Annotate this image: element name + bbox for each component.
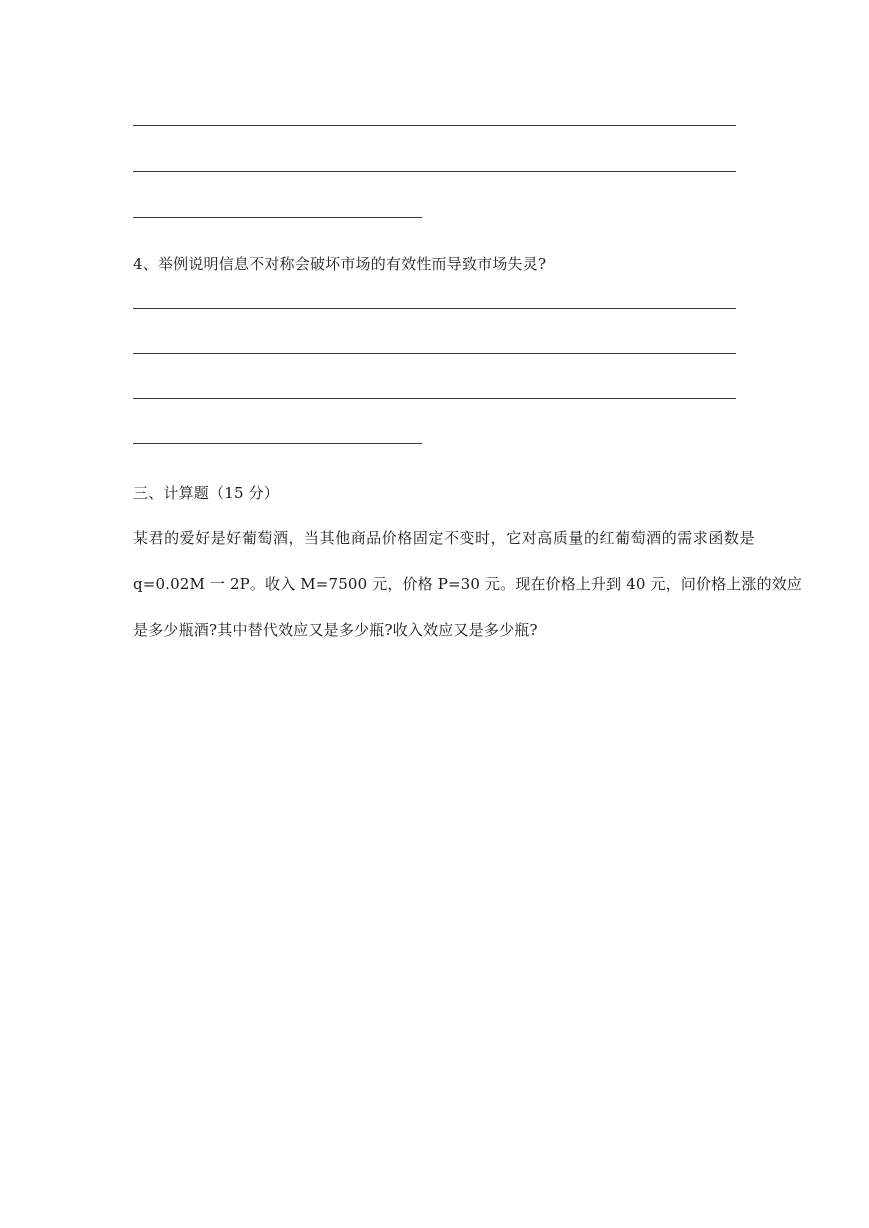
answer-line (133, 398, 736, 399)
problem-line-1: 某君的爱好是好葡萄酒，当其他商品价格固定不变时，它对高质量的红葡萄酒的需求函数是 (133, 529, 756, 547)
problem-line-3: 是多少瓶酒?其中替代效应又是多少瓶?收入效应又是多少瓶? (133, 621, 538, 639)
answer-line (133, 217, 422, 218)
answer-line (133, 171, 736, 172)
answer-line (133, 308, 736, 309)
answer-line (133, 443, 422, 444)
question-4-prompt: 4、举例说明信息不对称会破坏市场的有效性而导致市场失灵? (133, 255, 547, 273)
answer-line (133, 353, 736, 354)
answer-line (133, 125, 736, 126)
problem-line-2: q=0.02M 一 2P。收入 M=7500 元，价格 P=30 元。现在价格上升到 40 元，问价格上涨的效应 (133, 575, 803, 593)
section-3-heading: 三、计算题（15 分） (133, 484, 280, 502)
